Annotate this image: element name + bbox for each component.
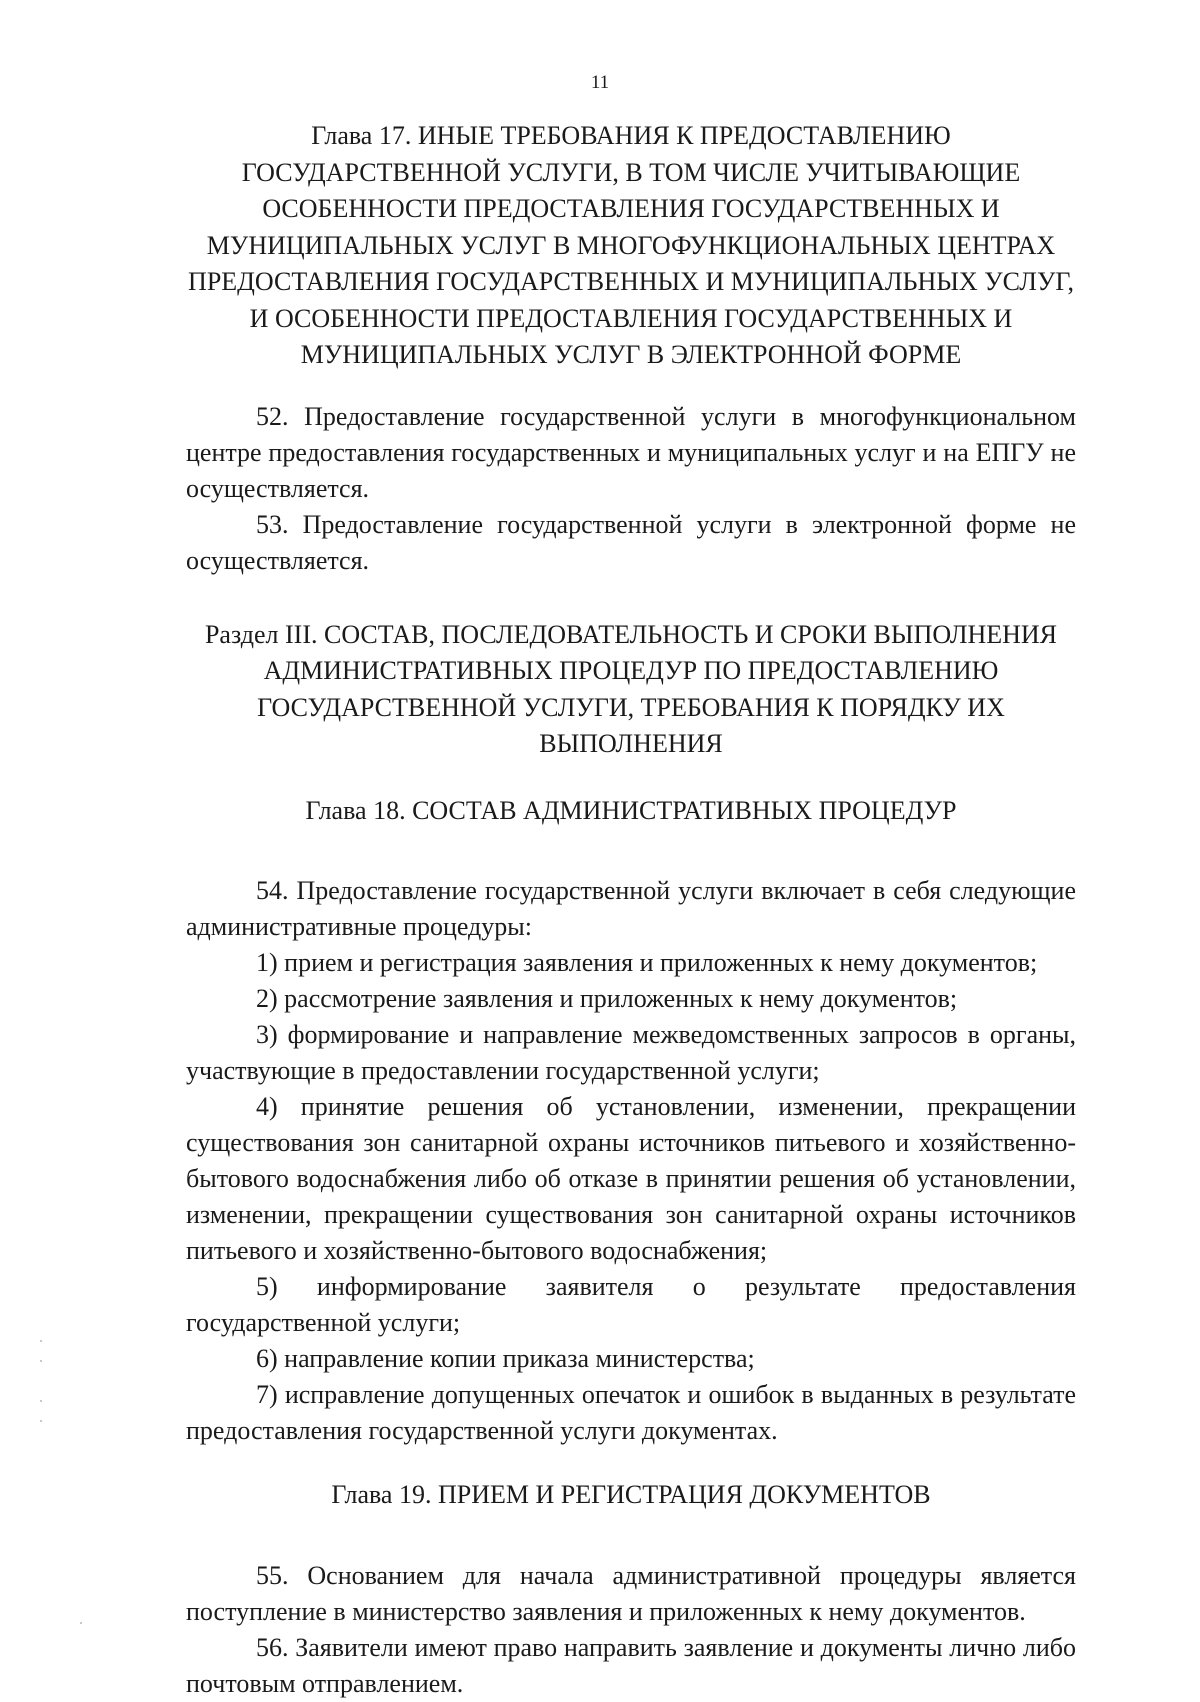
paragraph-52: 52. Предоставление государственной услуги в многофункциональном центре предоставления государственных и муниципальных услуг и на ЕПГУ не осуществляется.	[186, 401, 1076, 503]
procedure-item-4: 4) принятие решения об установлении, изменении, прекращении существования зон санитарной охраны источников питьевого и хозяйственно-бытового водоснабжения либо об отказе в принятии решения об установлении, изменении, прекращении существования зон санитарной охраны источников питьевого и хозяйственно-бытового водоснабжения;	[186, 1092, 1076, 1265]
section-3-heading: Раздел III. СОСТАВ, ПОСЛЕДОВАТЕЛЬНОСТЬ И СРОКИ ВЫПОЛНЕНИЯ АДМИНИСТРАТИВНЫХ ПРОЦЕДУР ПО ПРЕДОСТАВЛЕНИЮ ГОСУДАРСТВЕННОЙ УСЛУГИ, ТРЕБОВАНИЯ К ПОРЯДКУ ИХ ВЫПОЛНЕНИЯ	[204, 619, 1058, 758]
paragraph-54: 54. Предоставление государственной услуги включает в себя следующие административные процедуры:	[186, 876, 1076, 941]
chapter-18-heading: Глава 18. СОСТАВ АДМИНИСТРАТИВНЫХ ПРОЦЕДУР	[305, 795, 957, 825]
procedure-item-7: 7) исправление допущенных опечаток и ошибок в выданных в результате предоставления государственной услуги документах.	[186, 1380, 1076, 1445]
scan-artifact	[40, 1360, 42, 1362]
paragraph-56: 56. Заявители имеют право направить заявление и документы лично либо почтовым отправлением.	[186, 1632, 1076, 1698]
chapter-17-heading: Глава 17. ИНЫЕ ТРЕБОВАНИЯ К ПРЕДОСТАВЛЕНИЮ ГОСУДАРСТВЕННОЙ УСЛУГИ, В ТОМ ЧИСЛЕ УЧИТЫВАЮЩИЕ ОСОБЕННОСТИ ПРЕДОСТАВЛЕНИЯ ГОСУДАРСТВЕННЫХ И МУНИЦИПАЛЬНЫХ УСЛУГ В МНОГОФУНКЦИОНАЛЬНЫХ ЦЕНТРАХ ПРЕДОСТАВЛЕНИЯ ГОСУДАРСТВЕННЫХ И МУНИЦИПАЛЬНЫХ УСЛУГ, И ОСОБЕННОСТИ ПРЕДОСТАВЛЕНИЯ ГОСУДАРСТВЕННЫХ И МУНИЦИПАЛЬНЫХ УСЛУГ В ЭЛЕКТРОННОЙ ФОРМЕ	[188, 121, 1074, 369]
procedure-item-5: 5) информирование заявителя о результате предоставления государственной услуги;	[186, 1272, 1076, 1337]
scan-artifact	[40, 1400, 42, 1402]
procedure-item-1: 1) прием и регистрация заявления и приложенных к нему документов;	[256, 948, 1038, 977]
paragraph-53: 53. Предоставление государственной услуги в электронной форме не осуществляется.	[186, 509, 1076, 575]
scan-artifact	[80, 1622, 82, 1624]
chapter-19-heading: Глава 19. ПРИЕМ И РЕГИСТРАЦИЯ ДОКУМЕНТОВ	[331, 1480, 931, 1509]
page-number: 11	[590, 72, 610, 93]
procedure-item-3: 3) формирование и направление межведомственных запросов в органы, участвующие в предоставлении государственной услуги;	[186, 1020, 1076, 1085]
procedure-item-2: 2) рассмотрение заявления и приложенных к нему документов;	[256, 984, 958, 1013]
document-body	[186, 118, 1076, 1702]
scan-artifact	[40, 1420, 42, 1422]
scan-artifact	[40, 1340, 42, 1342]
paragraph-55: 55. Основанием для начала административной процедуры является поступление в министерство заявления и приложенных к нему документов.	[186, 1560, 1076, 1626]
procedure-item-6: 6) направление копии приказа министерства;	[256, 1344, 755, 1373]
